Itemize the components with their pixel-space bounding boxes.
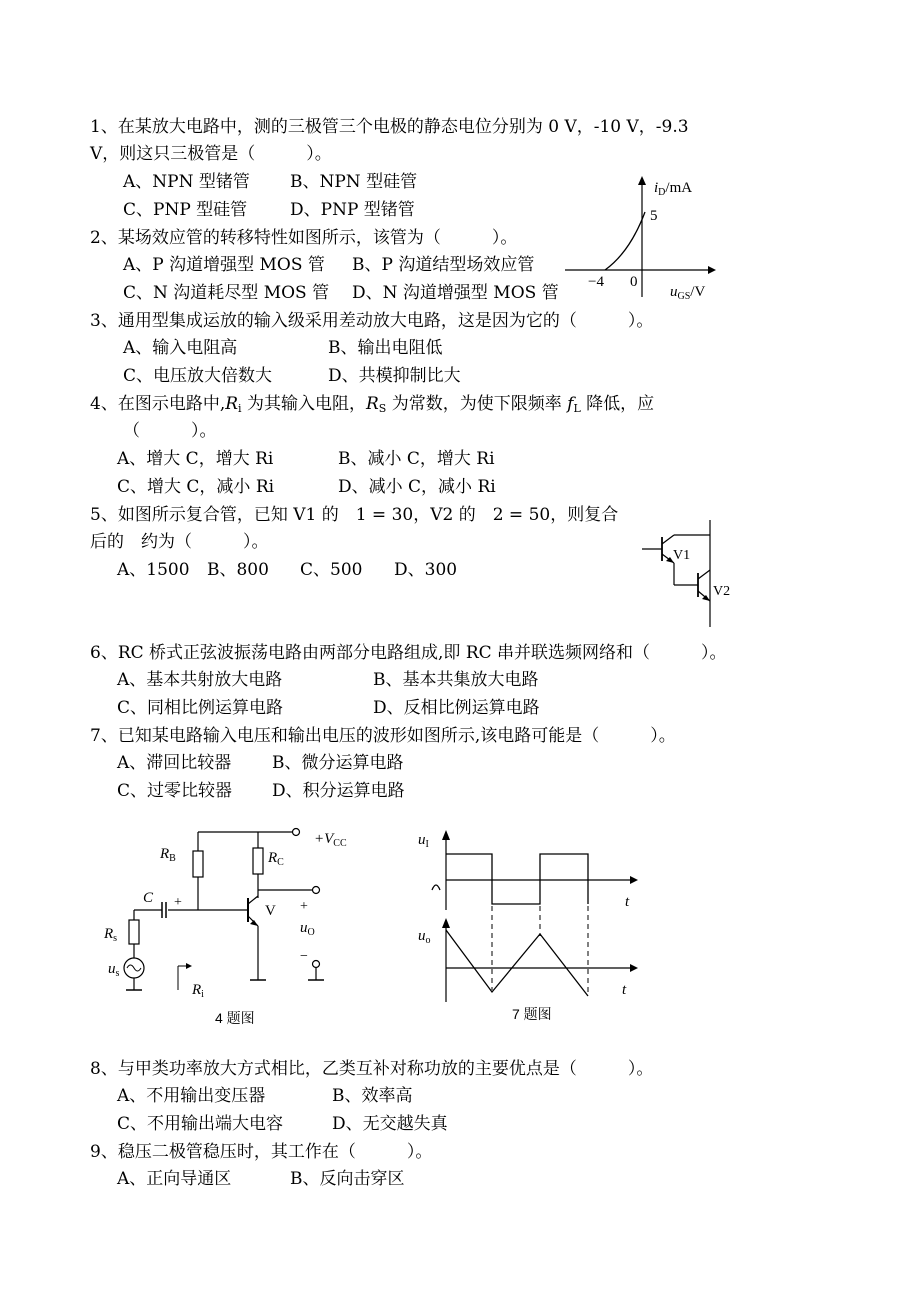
q1-line2: V，则这只三极管是（ ）。 <box>90 144 332 164</box>
q2-tick-y: 5 <box>650 208 658 224</box>
q4-text-2: 为其输入电阻， <box>241 394 366 414</box>
q1-option-c: C、PNP 型硅管 <box>123 200 248 220</box>
q5-v2-label: V2 <box>713 584 731 599</box>
fig4-ri-sub: i <box>201 989 204 1000</box>
fig4-us-sub: s <box>115 968 120 979</box>
svg-text:uO <box>300 920 315 938</box>
q8-option-a: A、不用输出变压器 <box>117 1086 266 1106</box>
q2-curve <box>605 212 645 270</box>
q4-text-1: 4、在图示电路中, <box>90 394 226 414</box>
q3-option-b: B、输出电阻低 <box>328 338 443 358</box>
fig4-us-label: u <box>108 961 116 977</box>
q9-option-b: B、反向击穿区 <box>290 1169 405 1189</box>
q6-option-d: D、反相比例运算电路 <box>373 698 540 718</box>
q2-tick-neg: −4 <box>588 274 604 290</box>
fig4-rc-sub: C <box>277 857 284 868</box>
q1-option-d: D、PNP 型锗管 <box>290 200 415 220</box>
q3-option-a: A、输入电阻高 <box>123 338 238 358</box>
q4-line2: （ ）。 <box>123 421 217 441</box>
q2-option-b: B、P 沟道结型场效应管 <box>352 255 535 275</box>
q1-option-b: B、NPN 型硅管 <box>290 172 418 192</box>
q2-option-c: C、N 沟道耗尽型 MOS 管 <box>123 283 330 303</box>
svg-text:RB <box>159 846 176 864</box>
svg-text:iD/mA <box>654 180 692 198</box>
q6-option-a: A、基本共射放大电路 <box>117 670 283 690</box>
q5-darlington-figure <box>638 515 738 635</box>
svg-text:+VCC <box>314 831 347 849</box>
fig4-rs-label: R <box>104 926 114 942</box>
fig4-out-minus: − <box>300 949 308 964</box>
q2-y-arrow <box>638 176 646 185</box>
fig7-ui-wave <box>446 854 588 904</box>
q4-fl: f <box>567 394 574 414</box>
fig4-vcc-sub: CC <box>333 838 347 849</box>
q3-option-d: D、共模抑制比大 <box>328 366 461 386</box>
q9-line1: 9、稳压二极管稳压时，其工作在（ ）。 <box>90 1142 433 1162</box>
q5-option-a: A、1500 <box>117 560 190 580</box>
q2-x-label: u <box>670 284 678 300</box>
q4-ri: R <box>225 394 239 414</box>
q5-option-c: C、500 <box>300 560 363 580</box>
q3-option-c: C、电压放大倍数大 <box>123 366 273 386</box>
fig7-caption: 7 题图 <box>512 1006 552 1022</box>
q2-y-label-sub: D <box>658 187 666 198</box>
q8-option-b: B、效率高 <box>332 1086 413 1106</box>
svg-text:uo <box>418 928 431 946</box>
q7-option-b: B、微分运算电路 <box>272 753 404 773</box>
q4-option-a: A、增大 C，增大 Ri <box>117 449 274 469</box>
fig7-ui-sub: I <box>425 839 429 850</box>
fig7-uo-label: u <box>418 928 426 944</box>
svg-text:Ri <box>191 982 204 1000</box>
fig7-ui-label: u <box>418 832 426 848</box>
q2-tick-zero: 0 <box>630 274 638 290</box>
fig4-caption: 4 题图 <box>215 1010 255 1026</box>
q9-option-a: A、正向导通区 <box>117 1169 232 1189</box>
svg-text:uGS/V <box>670 284 705 302</box>
q7-option-d: D、积分运算电路 <box>272 781 405 801</box>
q2-line1: 2、某场效应管的转移特性如图所示，该管为（ ）。 <box>90 228 518 248</box>
q6-option-b: B、基本共集放大电路 <box>373 670 539 690</box>
q2-transfer-graph <box>560 172 720 302</box>
fig4-circuit <box>100 818 380 1033</box>
q1-line1: 1、在某放大电路中，测的三极管三个电极的静态电位分别为 0 V，-10 V，-9.3 <box>90 117 689 137</box>
q4-option-c: C、增大 C，减小 Ri <box>117 477 275 497</box>
fig7-waveforms <box>410 818 650 1033</box>
q5-option-d: D、300 <box>394 560 458 580</box>
fig4-rb-label: R <box>160 846 170 862</box>
q3-line1: 3、通用型集成运放的输入级采用差动放大电路，这是因为它的（ ）。 <box>90 311 654 331</box>
fig4-uo-label: u <box>300 920 308 936</box>
q8-option-d: D、无交越失真 <box>332 1114 448 1134</box>
fig4-ri-label: R <box>192 982 202 998</box>
svg-text:RC <box>267 850 284 868</box>
fig7-t1-label: t <box>625 894 630 910</box>
q5-line2: 后的 约为（ ）。 <box>90 532 269 552</box>
q4-rs: R <box>365 394 379 414</box>
q4-fl-sub: L <box>573 402 581 415</box>
q2-option-a: A、P 沟道增强型 MOS 管 <box>123 255 325 275</box>
q8-line1: 8、与甲类功率放大方式相比，乙类互补对称功放的主要优点是（ ）。 <box>90 1059 654 1079</box>
fig4-out-plus: + <box>300 899 308 914</box>
svg-text:Rs <box>103 926 117 944</box>
fig4-rc-label: R <box>268 850 278 866</box>
q4-option-b: B、减小 C，增大 Ri <box>338 449 495 469</box>
q5-v1-label: V1 <box>673 548 691 563</box>
q5-line1: 5、如图所示复合管，已知 V1 的 1 = 30，V2 的 2 = 50，则复合 <box>90 505 619 525</box>
q6-option-c: C、同相比例运算电路 <box>117 698 284 718</box>
q4-text-4: 降低，应 <box>580 394 655 414</box>
fig4-rs-sub: s <box>113 933 118 944</box>
fig7-uo-wave <box>446 930 588 996</box>
q2-x-label-unit: /V <box>690 284 706 300</box>
svg-text:uI <box>418 832 429 850</box>
q7-line1: 7、已知某电路输入电压和输出电压的波形如图所示,该电路可能是（ ）。 <box>90 726 676 746</box>
fig4-uo-sub: O <box>307 927 315 938</box>
q4-ri-sub: i <box>238 402 242 415</box>
fig4-v-label: V <box>265 903 276 919</box>
q4-text-3: 为常数，为使下限频率 <box>386 394 568 414</box>
q2-x-label-sub: GS <box>677 291 691 302</box>
fig4-vcc-label: +V <box>314 831 334 847</box>
q6-line1: 6、RC 桥式正弦波振荡电路由两部分电路组成,即 RC 串并联选频网络和（ ）。 <box>90 643 727 663</box>
q4-option-d: D、减小 C，减小 Ri <box>338 477 496 497</box>
svg-text:us <box>108 961 120 979</box>
q7-option-c: C、过零比较器 <box>117 781 233 801</box>
fig7-t2-label: t <box>622 982 627 998</box>
fig4-rb-sub: B <box>169 853 176 864</box>
q4-line1 <box>90 394 654 419</box>
q2-x-arrow <box>708 266 716 274</box>
fig7-uo-sub: o <box>425 935 431 946</box>
q7-option-a: A、滞回比较器 <box>117 753 232 773</box>
q5-option-b: B、800 <box>207 560 269 580</box>
q2-option-d: D、N 沟道增强型 MOS 管 <box>352 283 559 303</box>
q8-option-c: C、不用输出端大电容 <box>117 1114 284 1134</box>
q2-y-label: i <box>654 180 659 196</box>
fig4-c-plus: + <box>174 895 182 910</box>
fig4-c-label: C <box>143 890 154 906</box>
q4-rs-sub: S <box>378 402 387 415</box>
q2-y-label-unit: /mA <box>665 180 693 196</box>
q1-option-a: A、NPN 型锗管 <box>123 172 250 192</box>
